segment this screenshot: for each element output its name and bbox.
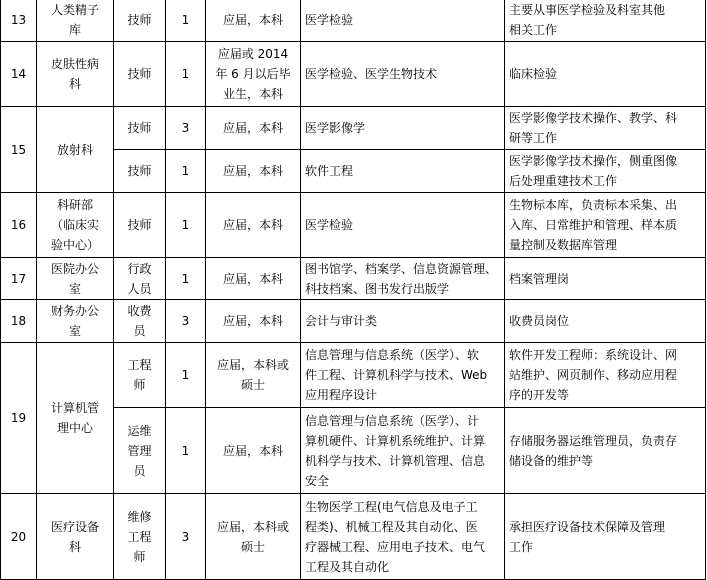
job-description: 生物标本库，负责标本采集、出 入库、日常维护和管理、样本质 量控制及数据库管理 [505, 193, 706, 258]
table-row [1, 343, 706, 408]
headcount: 3 [166, 494, 206, 580]
education: 应届，本科 [206, 300, 301, 343]
table-row [1, 193, 706, 258]
major: 信息管理与信息系统（医学）、软 件工程、计算机科学与技术、Web 应用程序设计 [301, 343, 505, 408]
department: 人类精子 库 [37, 0, 114, 42]
table-row [1, 42, 706, 107]
education: 应届，本科 [206, 0, 301, 42]
major: 图书馆学、档案学、信息资源管理、 科技档案、图书发行出版学 [301, 258, 505, 300]
position: 技师 [114, 193, 166, 258]
job-description: 主要从事医学检验及科室其他 相关工作 [505, 0, 706, 42]
major: 生物医学工程(电气信息及电子工 程类)、机械工程及其自动化、医 疗器械工程、应用电子技术、电气 工程及其自动化 [301, 494, 505, 580]
row-number: 18 [1, 300, 37, 343]
education: 应届或 2014 年 6 月以后毕 业生，本科 [206, 42, 301, 107]
table-row [1, 107, 706, 150]
major: 医学检验、医学生物技术 [301, 42, 505, 107]
headcount: 1 [166, 258, 206, 300]
department: 放射科 [37, 107, 114, 193]
headcount: 1 [166, 343, 206, 408]
table-row [1, 258, 706, 300]
education: 应届，本科 [206, 107, 301, 150]
job-description: 收费员岗位 [505, 300, 706, 343]
headcount: 1 [166, 150, 206, 193]
job-description: 医学影像学技术操作、教学、科 研等工作 [505, 107, 706, 150]
position: 技师 [114, 150, 166, 193]
row-number: 15 [1, 107, 37, 193]
education: 应届，本科或 硕士 [206, 343, 301, 408]
row-number: 14 [1, 42, 37, 107]
major: 软件工程 [301, 150, 505, 193]
education: 应届，本科 [206, 150, 301, 193]
major: 医学检验 [301, 193, 505, 258]
position: 行政 人员 [114, 258, 166, 300]
job-description: 软件开发工程师：系统设计、网 站维护、网页制作、移动应用程 序的开发等 [505, 343, 706, 408]
education: 应届，本科或 硕士 [206, 494, 301, 580]
department: 计算机管 理中心 [37, 343, 114, 494]
education: 应届，本科 [206, 408, 301, 494]
job-description: 档案管理岗 [505, 258, 706, 300]
education: 应届，本科 [206, 258, 301, 300]
row-number: 13 [1, 0, 37, 42]
major: 会计与审计类 [301, 300, 505, 343]
position: 技师 [114, 42, 166, 107]
position: 运维 管理 员 [114, 408, 166, 494]
department: 医疗设备 科 [37, 494, 114, 580]
job-description: 临床检验 [505, 42, 706, 107]
row-number: 16 [1, 193, 37, 258]
job-description: 承担医疗设备技术保障及管理 工作 [505, 494, 706, 580]
row-number: 19 [1, 343, 37, 494]
position: 维修 工程 师 [114, 494, 166, 580]
department: 皮肤性病 科 [37, 42, 114, 107]
position: 技师 [114, 0, 166, 42]
major: 信息管理与信息系统（医学）、计 算机硬件、计算机系统维护、计算 机科学与技术、计算机管理、信息 安全 [301, 408, 505, 494]
headcount: 1 [166, 0, 206, 42]
department: 科研部 （临床实 验中心） [37, 193, 114, 258]
table-row [1, 0, 706, 42]
headcount: 1 [166, 42, 206, 107]
headcount: 1 [166, 193, 206, 258]
position: 工程 师 [114, 343, 166, 408]
position: 技师 [114, 107, 166, 150]
headcount: 3 [166, 300, 206, 343]
position: 收费 员 [114, 300, 166, 343]
table-row [1, 494, 706, 580]
major: 医学影像学 [301, 107, 505, 150]
headcount: 3 [166, 107, 206, 150]
table-row [1, 300, 706, 343]
education: 应届，本科 [206, 193, 301, 258]
row-number: 17 [1, 258, 37, 300]
department: 财务办公 室 [37, 300, 114, 343]
job-description: 存储服务器运维管理员，负责存 储设备的维护等 [505, 408, 706, 494]
major: 医学检验 [301, 0, 505, 42]
row-number: 20 [1, 494, 37, 580]
department: 医院办公 室 [37, 258, 114, 300]
job-description: 医学影像学技术操作，侧重图像 后处理重建技术工作 [505, 150, 706, 193]
headcount: 1 [166, 408, 206, 494]
